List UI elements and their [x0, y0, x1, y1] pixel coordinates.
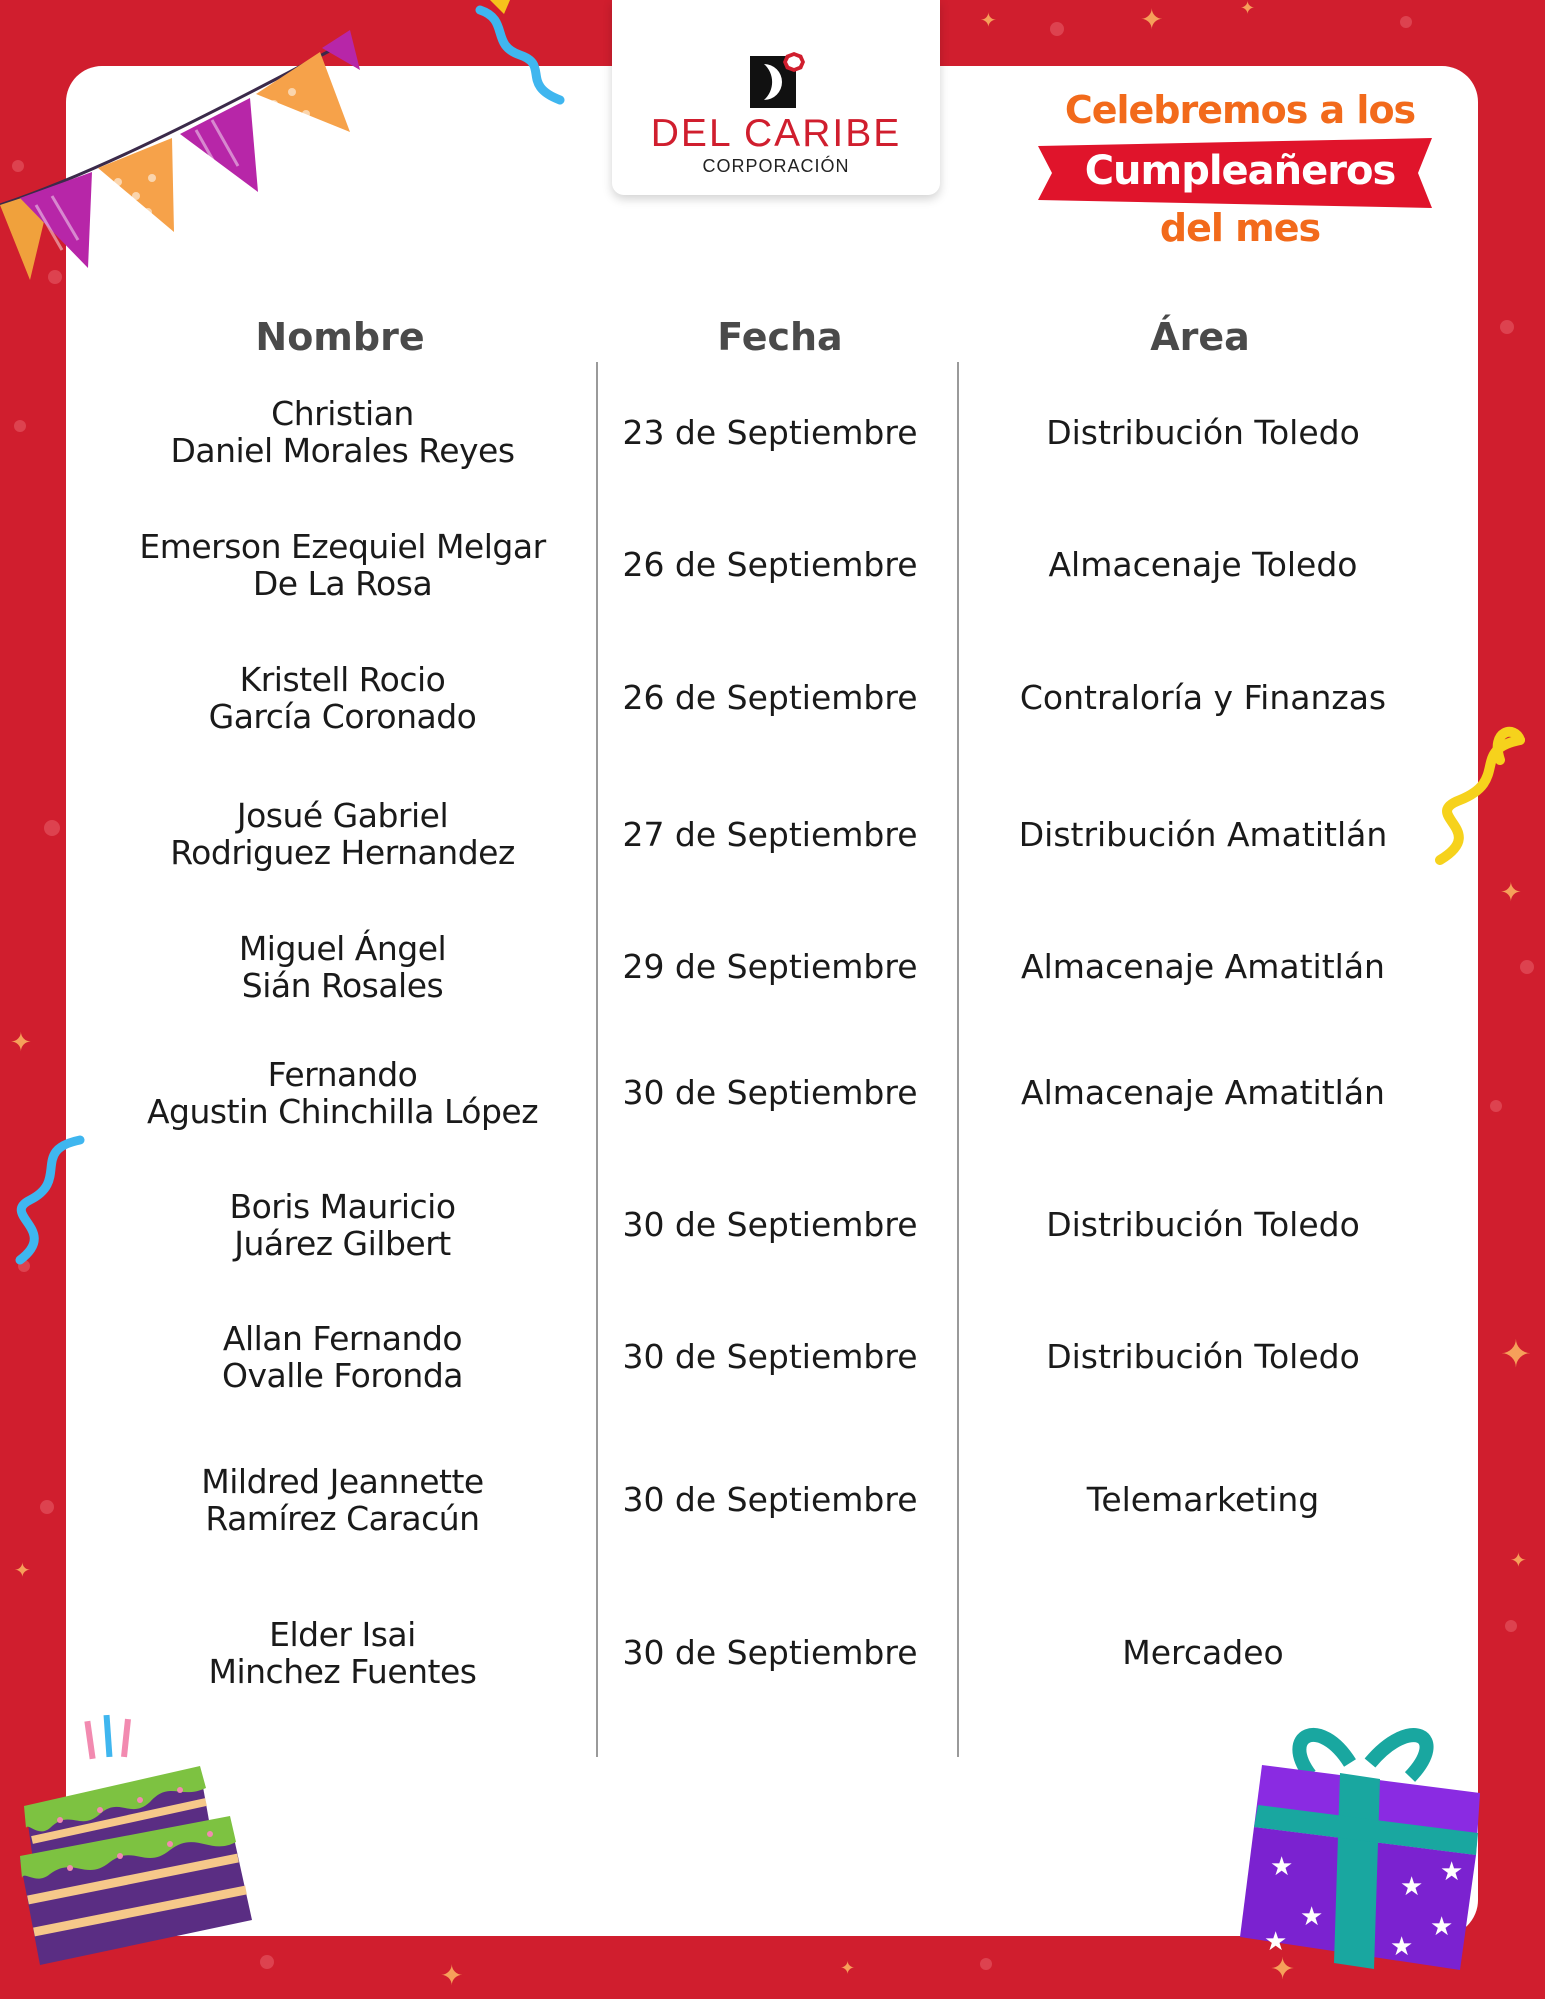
cell-name [120, 1447, 565, 1552]
cell-date: 30 de Septiembre [622, 1480, 918, 1519]
name-first-line: Boris Mauricio [229, 1186, 456, 1226]
streamer-icon [470, 0, 580, 110]
name-first-line: Christian [271, 394, 414, 433]
svg-text:★: ★ [1400, 1872, 1424, 1902]
name-second-line: Minchez Fuentes [208, 1651, 477, 1691]
cell-date: 30 de Septiembre [622, 1205, 918, 1244]
cell-name [120, 1600, 565, 1705]
table-row [0, 645, 1545, 750]
brand-subtitle: CORPORACIÓN [702, 156, 850, 176]
name-second-line: Ramírez Caracún [205, 1498, 480, 1538]
cell-date: 23 de Septiembre [622, 412, 918, 452]
svg-text:★: ★ [1300, 1902, 1324, 1932]
name-first-line: Allan Fernando [222, 1318, 463, 1358]
gift-box-icon [1240, 1705, 1520, 1975]
svg-text:★: ★ [1440, 1857, 1464, 1887]
cell-date: 29 de Septiembre [622, 947, 918, 986]
cell-name [120, 1172, 565, 1277]
sparkle-icon: ✦ [1270, 1952, 1296, 1987]
sparkle-icon: ✦ [1500, 1332, 1532, 1376]
sparkle-icon: ✦ [10, 1028, 32, 1058]
table-row [0, 382, 1545, 482]
name-first-line: Kristell Rocio [239, 659, 446, 699]
brand-name: DEL CARIBE [650, 112, 902, 155]
cell-name [120, 382, 565, 482]
svg-text:★: ★ [1430, 1912, 1454, 1942]
svg-text:★: ★ [1270, 1852, 1294, 1882]
cell-name [120, 1304, 565, 1409]
background-dot [980, 1958, 992, 1970]
table-row [0, 1447, 1545, 1552]
cell-area: Distribución Toledo [1046, 1205, 1360, 1244]
title-line-2: Cumpleañeros [1084, 148, 1396, 194]
table-row [0, 1600, 1545, 1705]
table-row [0, 914, 1545, 1019]
sparkle-icon: ✦ [980, 8, 997, 32]
name-first-line: Fernando [267, 1054, 418, 1094]
title-line-1: Celebremos a los [1064, 88, 1416, 132]
name-first-line: Mildred Jeannette [201, 1461, 484, 1501]
cell-name [120, 1040, 565, 1145]
title-line-3: del mes [1159, 206, 1321, 250]
svg-text:★: ★ [1264, 1927, 1288, 1957]
name-first-line: Josué Gabriel [236, 796, 449, 835]
birthday-cake-icon [20, 1710, 270, 1970]
cell-area: Distribución Toledo [1046, 412, 1360, 452]
table-row [0, 780, 1545, 888]
column-header-area: Área [1150, 315, 1250, 359]
poster-title [1030, 88, 1450, 258]
sparkle-icon: ✦ [1140, 3, 1164, 36]
background-dot [1050, 22, 1064, 36]
cell-name [120, 780, 565, 888]
cell-area: Almacenaje Amatitlán [1021, 947, 1385, 986]
name-first-line: Emerson Ezequiel Melgar [139, 526, 546, 566]
sparkle-icon: ✦ [1500, 878, 1522, 908]
sparkle-icon: ✦ [440, 1959, 464, 1992]
del-caribe-logo-icon [746, 52, 806, 112]
column-header-name: Nombre [255, 315, 425, 359]
table-row [0, 1304, 1545, 1409]
background-dot [1400, 16, 1412, 28]
cell-date: 26 de Septiembre [622, 545, 918, 584]
name-second-line: Rodriguez Hernandez [170, 833, 515, 872]
svg-text:★: ★ [1390, 1932, 1414, 1962]
name-second-line: García Coronado [208, 696, 477, 736]
cell-area: Mercadeo [1122, 1633, 1284, 1672]
name-first-line: Elder Isai [269, 1614, 416, 1654]
cell-date: 30 de Septiembre [622, 1633, 918, 1672]
bunting-garland-icon [0, 0, 360, 290]
cell-date: 27 de Septiembre [622, 814, 918, 854]
cell-date: 30 de Septiembre [622, 1073, 918, 1112]
cell-area: Almacenaje Toledo [1048, 545, 1358, 584]
background-dot [1500, 320, 1514, 334]
sparkle-icon: ✦ [1510, 1548, 1527, 1572]
cell-date: 30 de Septiembre [622, 1337, 918, 1376]
column-header-date: Fecha [717, 315, 843, 359]
sparkle-icon: ✦ [1240, 0, 1256, 19]
name-second-line: Ovalle Foronda [222, 1355, 463, 1395]
cell-date: 26 de Septiembre [622, 678, 918, 717]
cell-name [120, 914, 565, 1019]
name-second-line: Daniel Morales Reyes [170, 431, 515, 470]
cell-name [120, 512, 565, 617]
cell-area: Distribución Toledo [1046, 1337, 1360, 1376]
name-first-line: Miguel Ángel [238, 928, 447, 968]
name-second-line: Sián Rosales [241, 965, 444, 1005]
cell-area: Distribución Amatitlán [1018, 814, 1388, 854]
logo-badge [612, 0, 940, 195]
table-row [0, 512, 1545, 617]
name-second-line: De La Rosa [252, 563, 433, 603]
name-second-line: Juárez Gilbert [234, 1223, 451, 1263]
cell-area: Telemarketing [1086, 1480, 1320, 1519]
table-row [0, 1040, 1545, 1145]
cell-area: Almacenaje Amatitlán [1021, 1073, 1385, 1112]
cell-area: Contraloría y Finanzas [1019, 678, 1387, 717]
cell-name [120, 645, 565, 750]
name-second-line: Agustin Chinchilla López [146, 1091, 539, 1131]
sparkle-icon: ✦ [840, 1958, 856, 1979]
table-row [0, 1172, 1545, 1277]
sparkle-icon: ✦ [14, 1558, 31, 1582]
